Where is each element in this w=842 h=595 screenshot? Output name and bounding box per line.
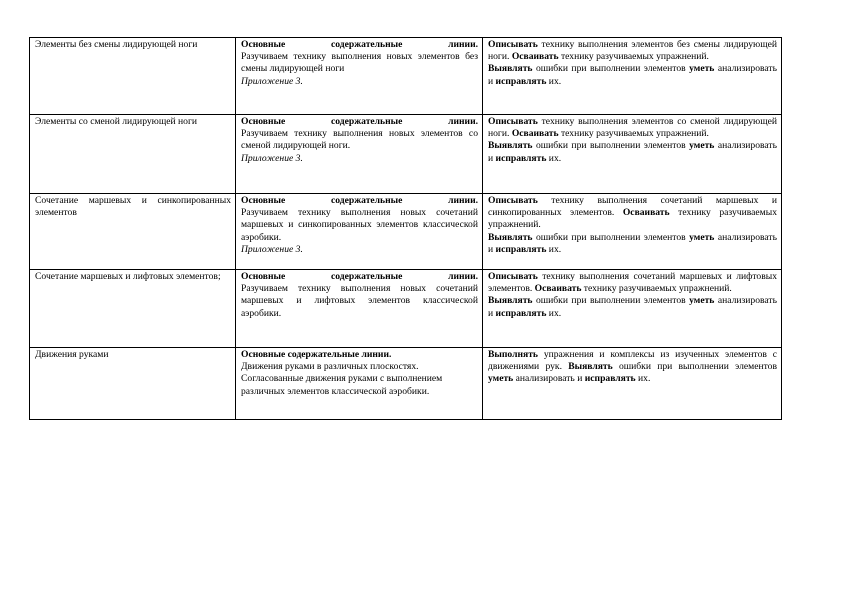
- activity-text: анализировать и: [488, 231, 777, 255]
- activity-text: технику выполнения сочетаний маршевых и лифтовых элементов.: [488, 271, 777, 295]
- activity-cell: [483, 38, 782, 115]
- activity-text: их.: [546, 243, 562, 255]
- activity-verb: Выявлять: [488, 140, 533, 152]
- activity-text: технику разучиваемых упражнений.: [558, 51, 709, 63]
- activity-text: технику разучиваемых упражнений.: [558, 128, 709, 140]
- activity-cell: [483, 270, 782, 348]
- content-heading: Основные содержательные линии.: [241, 39, 478, 50]
- element-cell: [30, 194, 236, 270]
- content-cell: [236, 348, 483, 420]
- activity-text: технику выполнения сочетаний маршевых и синкопированных элементов.: [488, 195, 777, 219]
- activity-verb: Описывать: [488, 39, 538, 50]
- activity-verb: Осваивать: [534, 283, 582, 295]
- activity-verb: исправлять: [495, 75, 547, 87]
- activity-text: их.: [546, 152, 562, 164]
- element-cell: [30, 348, 236, 420]
- table-row: [30, 194, 782, 270]
- activity-text: их.: [635, 373, 651, 385]
- activity-verb: Описывать: [488, 195, 538, 206]
- activity-verb: уметь: [689, 140, 715, 152]
- activity-cell: [483, 115, 782, 194]
- activity-verb: уметь: [488, 373, 514, 385]
- content-text: Разучиваем технику выполнения новых элементов без смены лидирующей ноги: [241, 51, 478, 75]
- element-name: Сочетание маршевых и синкопированных элементов: [35, 195, 231, 219]
- content-text: Движения руками в различных плоскостях.: [241, 361, 419, 373]
- activity-verb: исправлять: [495, 307, 547, 319]
- activity-verb: Описывать: [488, 271, 538, 282]
- activity-text: технику выполнения элементов без смены лидирующей ноги.: [488, 39, 777, 63]
- activity-text: анализировать и: [488, 295, 777, 319]
- activity-text: их.: [546, 75, 562, 87]
- content-heading: Основные содержательные линии.: [241, 195, 478, 206]
- activity-text: упражнения и комплексы из изученных элементов с движениями рук.: [488, 349, 777, 373]
- activity-cell: [483, 348, 782, 420]
- content-heading: Основные содержательные линии.: [241, 271, 478, 282]
- table-row: [30, 115, 782, 194]
- activity-text: технику выполнения элементов со сменой лидирующей ноги.: [488, 116, 777, 140]
- element-name: Элементы со сменой лидирующей ноги: [35, 116, 198, 127]
- activity-verb: Выявлять: [488, 231, 533, 243]
- content-text: Разучиваем технику выполнения новых сочетаний маршевых и синкопированных элементов классической аэробики.: [241, 207, 478, 243]
- content-cell: [236, 194, 483, 270]
- element-name: Движения руками: [35, 349, 109, 360]
- activity-text: анализировать и: [513, 373, 585, 385]
- appendix-ref: Приложение 3.: [241, 75, 303, 87]
- activity-text: ошибки при выполнении элементов: [532, 140, 690, 152]
- activity-verb: Выполнять: [488, 349, 538, 360]
- activity-text: анализировать и: [488, 63, 777, 87]
- content-text: Разучиваем технику выполнения новых элементов со сменой лидирующей ноги.: [241, 128, 478, 152]
- activity-verb: Осваивать: [511, 128, 559, 140]
- content-text: Разучиваем технику выполнения новых сочетаний маршевых и лифтовых элементов классической аэробики.: [241, 283, 478, 319]
- element-name: Элементы без смены лидирующей ноги: [35, 39, 198, 50]
- content-heading: Основные содержательные линии.: [241, 349, 392, 360]
- activity-verb: уметь: [689, 295, 715, 307]
- appendix-ref: Приложение 3.: [241, 243, 303, 255]
- activity-text: ошибки при выполнении элементов: [612, 361, 777, 373]
- activity-verb: исправлять: [495, 243, 547, 255]
- activity-verb: Выявлять: [488, 63, 533, 75]
- activity-verb: Осваивать: [511, 51, 559, 63]
- activity-verb: уметь: [689, 63, 715, 75]
- element-cell: [30, 270, 236, 348]
- activity-text: анализировать и: [488, 140, 777, 164]
- activity-text: ошибки при выполнении элементов: [532, 63, 690, 75]
- activity-cell: [483, 194, 782, 270]
- table-row: [30, 38, 782, 115]
- element-name: Сочетание маршевых и лифтовых элементов;: [35, 271, 221, 282]
- activity-text: ошибки при выполнении элементов: [532, 231, 690, 243]
- activity-text: технику разучиваемых упражнений.: [488, 207, 777, 231]
- appendix-ref: Приложение 3.: [241, 152, 303, 164]
- activity-text: технику разучиваемых упражнений.: [581, 283, 732, 295]
- activity-verb: Выявлять: [568, 361, 613, 373]
- table-row: [30, 348, 782, 420]
- content-cell: [236, 38, 483, 115]
- activity-text: ошибки при выполнении элементов: [532, 295, 690, 307]
- content-heading: Основные содержательные линии.: [241, 116, 478, 127]
- content-cell: [236, 270, 483, 348]
- element-cell: [30, 38, 236, 115]
- activity-verb: Осваивать: [622, 207, 670, 219]
- activity-verb: исправлять: [584, 373, 636, 385]
- element-cell: [30, 115, 236, 194]
- content-cell: [236, 115, 483, 194]
- activity-verb: исправлять: [495, 152, 547, 164]
- curriculum-table: [29, 37, 782, 420]
- activity-verb: уметь: [689, 231, 715, 243]
- content-text: Согласованные движения руками с выполнением различных элементов классической аэробики.: [241, 373, 443, 397]
- activity-verb: Выявлять: [488, 295, 533, 307]
- activity-text: их.: [546, 307, 562, 319]
- activity-verb: Описывать: [488, 116, 538, 127]
- table-row: [30, 270, 782, 348]
